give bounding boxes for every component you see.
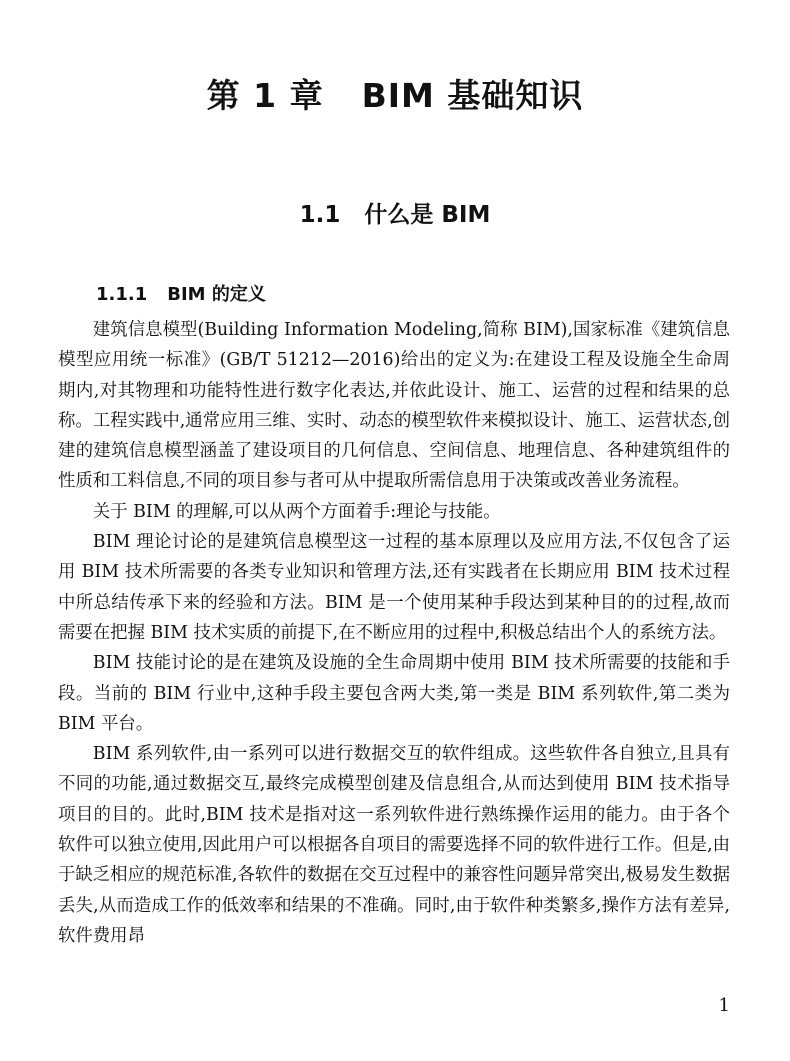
chapter-number: 第 1 章 — [206, 76, 324, 115]
section-title — [0, 196, 790, 229]
subsection-title-text: BIM 的定义 — [167, 284, 266, 305]
paragraph-definition: 建筑信息模型(Building Information Modeling,简称 BIM),国家标准《建筑信息模型应用统一标准》(GB/T 51212—2016)给出的定义为:在建设工程及设施全生命周期内,对其物理和功能特性进行数字化表达,并依此设计、施工、运营的过程和结果的总称。工程实践中,通常应用三维、实时、动态的模型软件来模拟设计、施工、运营状态,创建的建筑信息模型涵盖了建设项目的几何信息、空间信息、地理信息、各种建筑组件的性质和工料信息,不同的项目参与者可从中提取所需信息用于决策或改善业务流程。 — [58, 320, 730, 492]
subsection-title — [96, 280, 266, 306]
body-text — [58, 315, 730, 951]
chapter-title — [0, 70, 790, 117]
section-title-text: 什么是 BIM — [364, 202, 491, 228]
paragraph-understanding: 关于 BIM 的理解,可以从两个方面着手:理论与技能。 — [92, 501, 501, 522]
section-number: 1.1 — [299, 202, 341, 228]
paragraph-skills: BIM 技能讨论的是在建筑及设施的全生命周期中使用 BIM 技术所需要的技能和手段。当前的 BIM 行业中,这种手段主要包含两大类,第一类是 BIM 系列软件,第二类为 BIM 平台。 — [58, 653, 730, 734]
paragraph-software: BIM 系列软件,由一系列可以进行数据交互的软件组成。这些软件各自独立,且具有不同的功能,通过数据交互,最终完成模型创建及信息组合,从而达到使用 BIM 技术指导项目的目的。此时,BIM 技术是指对这一系列软件进行熟练操作运用的能力。由于各个软件可以独立使用,因此用户可以根据各自项目的需要选择不同的软件进行工作。但是,由于缺乏相应的规范标准,各软件的数据在交互过程中的兼容性问题异常突出,极易发生数据丢失,从而造成工作的低效率和结果的不准确。同时,由于软件种类繁多,操作方法有差异,软件费用昂 — [58, 744, 730, 946]
page-number: 1 — [718, 995, 730, 1016]
chapter-title-text: BIM 基础知识 — [361, 76, 584, 115]
paragraph-theory: BIM 理论讨论的是建筑信息模型这一过程的基本原理以及应用方法,不仅包含了运用 BIM 技术所需要的各类专业知识和管理方法,还有实践者在长期应用 BIM 技术过程中所总结传承下来的经验和方法。BIM 是一个使用某种手段达到某种目的的过程,故而需要在把握 BIM 技术实质的前提下,在不断应用的过程中,积极总结出个人的系统方法。 — [58, 532, 730, 643]
subsection-number: 1.1.1 — [96, 284, 148, 305]
